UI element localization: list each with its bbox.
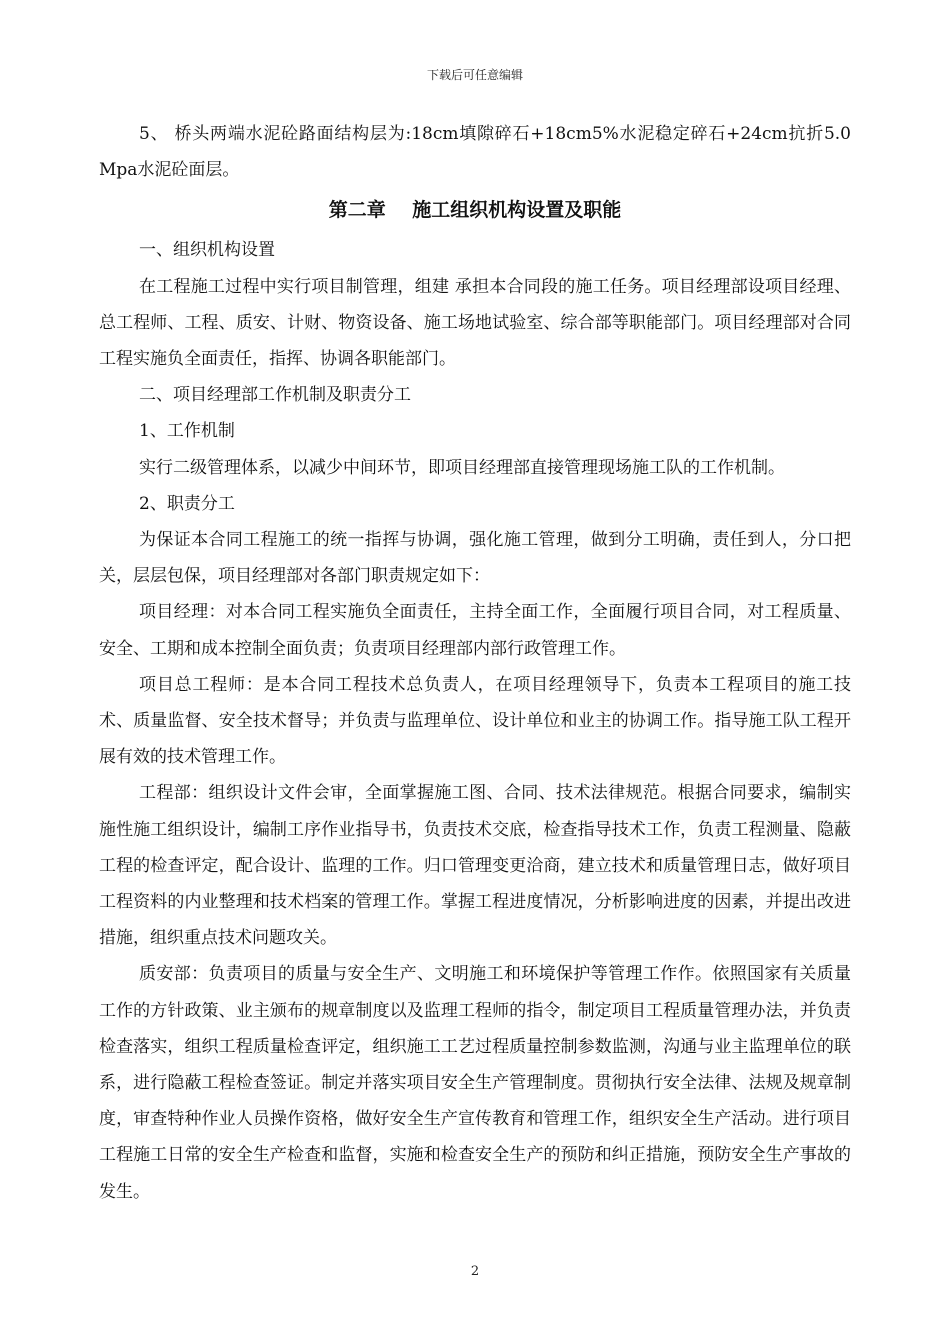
paragraph-quality-safety-dept: 质安部：负责项目的质量与安全生产、文明施工和环境保护等管理工作作。依照国家有关质量工作的方针政策、业主颁布的规章制度以及监理工程师的指令，制定项目工程质量管理办法，并负责检查落实，组织工程质量检查评定，组织施工工艺过程质量控制参数监测，沟通与业主监理单位的联系，进行隐蔽工程检查签证。制定并落实项目安全生产管理制度。贯彻执行安全法律、法规及规章制度，审查特种作业人员操作资格，做好安全生产宣传教育和管理工作，组织安全生产活动。进行项目工程施工日常的安全生产检查和监督，实施和检查安全生产的预防和纠正措施，预防安全生产事故的发生。 [99,964,851,1202]
paragraph-org-setup: 在工程施工过程中实行项目制管理，组建 承担本合同段的施工任务。项目经理部设项目经理、总工程师、工程、质安、计财、物资设备、施工场地试验室、综合部等职能部门。项目经理部对合同工程实施负全面责任，指挥、协调各职能部门。 [99,276,851,370]
page-header: 下载后可任意编辑 [426,68,523,82]
section-heading-mechanism: 二、项目经理部工作机制及职责分工 [139,385,411,406]
subheading-responsibilities: 2、职责分工 [139,493,235,514]
paragraph-project-manager: 项目经理：对本合同工程实施负全面责任，主持全面工作，全面履行项目合同，对工程质量、安全、工期和成本控制全面负责；负责项目经理部内部行政管理工作。 [99,602,851,659]
chapter-title: 第二章 施工组织机构设置及职能 [328,199,622,222]
paragraph-responsibilities-intro: 为保证本合同工程施工的统一指挥与协调，强化施工管理，做到分工明确，责任到人，分口把关，层层包保，项目经理部对各部门职责规定如下： [99,530,851,587]
paragraph-work-mechanism: 实行二级管理体系，以减少中间环节，即项目经理部直接管理现场施工队的工作机制。 [139,457,785,478]
page-number: 2 [470,1264,480,1279]
paragraph-road-structure: 5、 桥头两端水泥砼路面结构层为:18cm填隙碎石+18cm5%水泥稳定碎石+24cm抗折5.0 Mpa水泥砼面层。 [99,124,851,181]
paragraph-chief-engineer: 项目总工程师：是本合同工程技术总负责人，在项目经理领导下，负责本工程项目的施工技术、质量监督、安全技术督导；并负责与监理单位、设计单位和业主的协调工作。指导施工队工程开展有效的技术管理工作。 [99,674,851,768]
section-heading-org: 一、组织机构设置 [139,240,275,261]
subheading-work-mechanism: 1、工作机制 [139,421,235,442]
paragraph-engineering-dept: 工程部：组织设计文件会审，全面掌握施工图、合同、技术法律规范。根据合同要求，编制实施性施工组织设计，编制工序作业指导书，负责技术交底，检查指导技术工作，负责工程测量、隐蔽工程的检查评定，配合设计、监理的工作。归口管理变更洽商，建立技术和质量管理日志，做好项目工程资料的内业整理和技术档案的管理工作。掌握工程进度情况，分析影响进度的因素，并提出改进措施，组织重点技术问题攻关。 [99,783,851,949]
document-body [99,116,851,1210]
